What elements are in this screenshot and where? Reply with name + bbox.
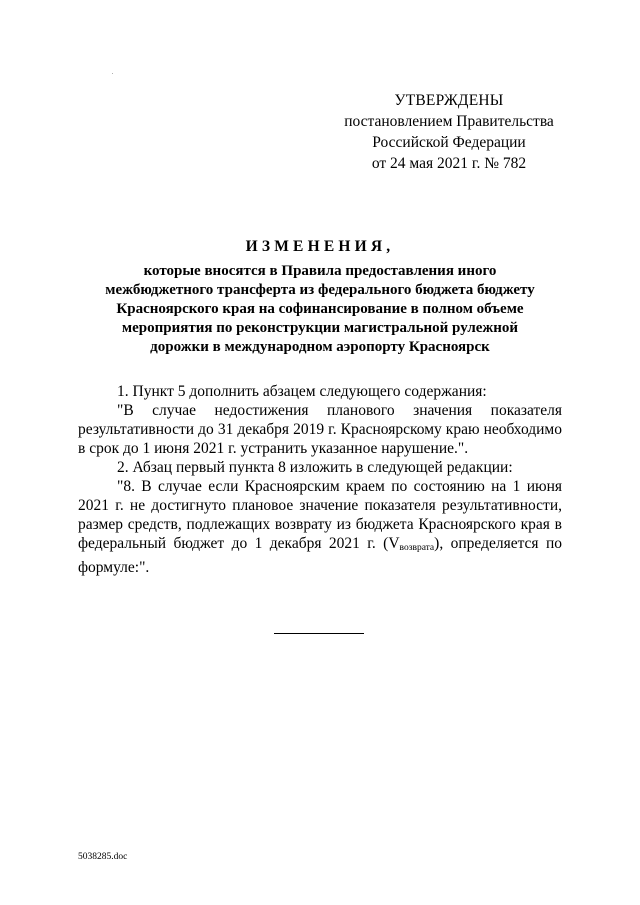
document-body [78,382,562,577]
approval-line-1: постановлением Правительства [344,113,554,130]
approval-heading: УТВЕРЖДЕНЫ [394,92,504,109]
paragraph-4-text-after: ), определяется по формуле:". [78,535,562,576]
approval-block [330,90,568,174]
document-title: ИЗМЕНЕНИЯ, [245,238,395,255]
footer-file-code: 5038285.doc [78,852,128,862]
paragraph-2: "В случае недостижения планового значения показателя результативности до 31 декабря 2019 г. Красноярскому краю необходимо в срок до 1 июня 2021 г. устранить указанное нарушение.". [78,402,562,457]
document-subtitle: которые вносятся в Правила предоставления иного межбюджетного трансферта из федерального бюджета бюджету Красноярского края на софинансирование в полном объеме мероприятия по реконструкции магистральной рулежной дорожки в международном аэропорту Красноярск [105,263,535,355]
end-divider [274,633,364,634]
paragraph-4 [78,477,562,577]
approval-line-2: Российской Федерации [372,134,526,151]
paragraph-4-text-before: "8. В случае если Красноярским краем по состоянию на 1 июня 2021 г. не достигнуто плановое значение показателя результативности, размер средств, подлежащих возврату из бюджета Красноярского края в федеральный бюджет до 1 декабря 2021 г. (V [78,478,562,552]
paragraph-1: 1. Пункт 5 дополнить абзацем следующего содержания: [117,383,487,400]
paragraph-3: 2. Абзац первый пункта 8 изложить в следующей редакции: [117,459,513,476]
scan-speck [112,73,113,74]
paragraph-4-subscript: возврата [399,543,435,553]
approval-line-3: от 24 мая 2021 г. № 782 [371,155,527,172]
